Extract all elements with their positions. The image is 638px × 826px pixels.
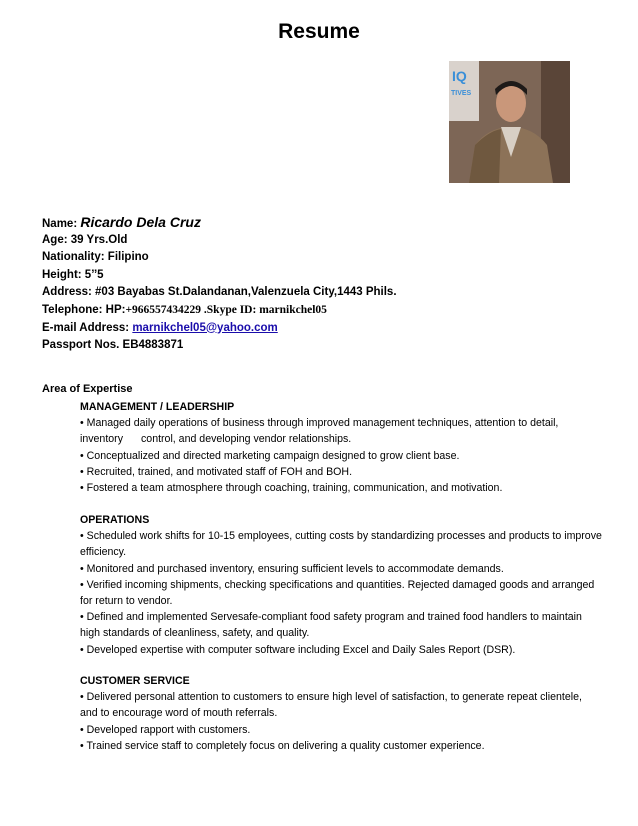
bullet: • Scheduled work shifts for 10-15 employees, cutting costs by standardizing processes and products to improve: [80, 530, 602, 543]
bullet-continuation: for return to vendor.: [80, 595, 173, 608]
email-row: [42, 320, 397, 338]
customer-service-section: [80, 673, 610, 754]
expertise-heading: Area of Expertise: [42, 383, 133, 395]
bullet-continuation: [80, 431, 610, 447]
bullet-continuation-part: inventory: [80, 433, 123, 446]
bullet: • Developed expertise with computer software including Excel and Daily Sales Report (DSR).: [80, 643, 516, 656]
bullet: • Recruited, trained, and motivated staff of FOH and BOH.: [80, 465, 353, 478]
operations-heading: OPERATIONS: [80, 514, 150, 526]
bullet-continuation-part: control, and developing vendor relationships.: [141, 433, 352, 446]
email-link[interactable]: marnikchel05@yahoo.com: [132, 321, 278, 334]
page-title: Resume: [278, 20, 360, 43]
profile-photo-graphic: [449, 61, 570, 183]
profile-photo: [449, 61, 570, 183]
bullet-continuation: and to encourage word of mouth referrals.: [80, 707, 278, 720]
bullet: • Conceptualized and directed marketing campaign designed to grow client base.: [80, 449, 460, 462]
svg-text:TIVES: TIVES: [451, 90, 472, 97]
name-value: Ricardo Dela Cruz: [80, 214, 201, 230]
personal-info: [42, 214, 397, 355]
bullet: • Fostered a team atmosphere through coaching, training, communication, and motivation.: [80, 482, 503, 495]
operations-section: [80, 512, 610, 658]
bullet: • Developed rapport with customers.: [80, 723, 251, 736]
bullet: • Delivered personal attention to customers to ensure high level of satisfaction, to generate repeat clientele,: [80, 691, 582, 704]
height: Height: 5’’5: [42, 268, 104, 281]
bullet: • Defined and implemented Servesafe-compliant food safety program and trained food handlers to maintain: [80, 611, 582, 624]
bullet: • Managed daily operations of business through improved management techniques, attention to detail,: [80, 417, 559, 430]
bullet: • Verified incoming shipments, checking specifications and quantities. Rejected damaged goods and arranged: [80, 578, 595, 591]
passport: Passport Nos. EB4883871: [42, 339, 184, 352]
bullet: • Trained service staff to completely focus on delivering a quality customer experience.: [80, 739, 485, 752]
bullet: • Monitored and purchased inventory, ensuring sufficient levels to accommodate demands.: [80, 562, 504, 575]
name-row: [42, 214, 397, 232]
name-label: Name:: [42, 218, 81, 230]
telephone-value: +966557434229 .Skype ID: marnikchel05: [125, 303, 327, 316]
address: Address: #03 Bayabas St.Dalandanan,Valenzuela City,1443 Phils.: [42, 286, 397, 299]
telephone-row: [42, 302, 397, 320]
nationality: Nationality: Filipino: [42, 251, 149, 264]
email-label: E-mail Address:: [42, 321, 133, 334]
management-section: [80, 399, 610, 496]
bullet-continuation: high standards of cleanliness, safety, and quality.: [80, 627, 310, 640]
svg-text:IQ: IQ: [452, 68, 467, 84]
bullet-continuation: efficiency.: [80, 546, 127, 559]
customer-service-heading: CUSTOMER SERVICE: [80, 675, 190, 687]
telephone-label: Telephone: HP:: [42, 303, 126, 316]
age: Age: 39 Yrs.Old: [42, 233, 128, 246]
management-heading: MANAGEMENT / LEADERSHIP: [80, 401, 235, 413]
